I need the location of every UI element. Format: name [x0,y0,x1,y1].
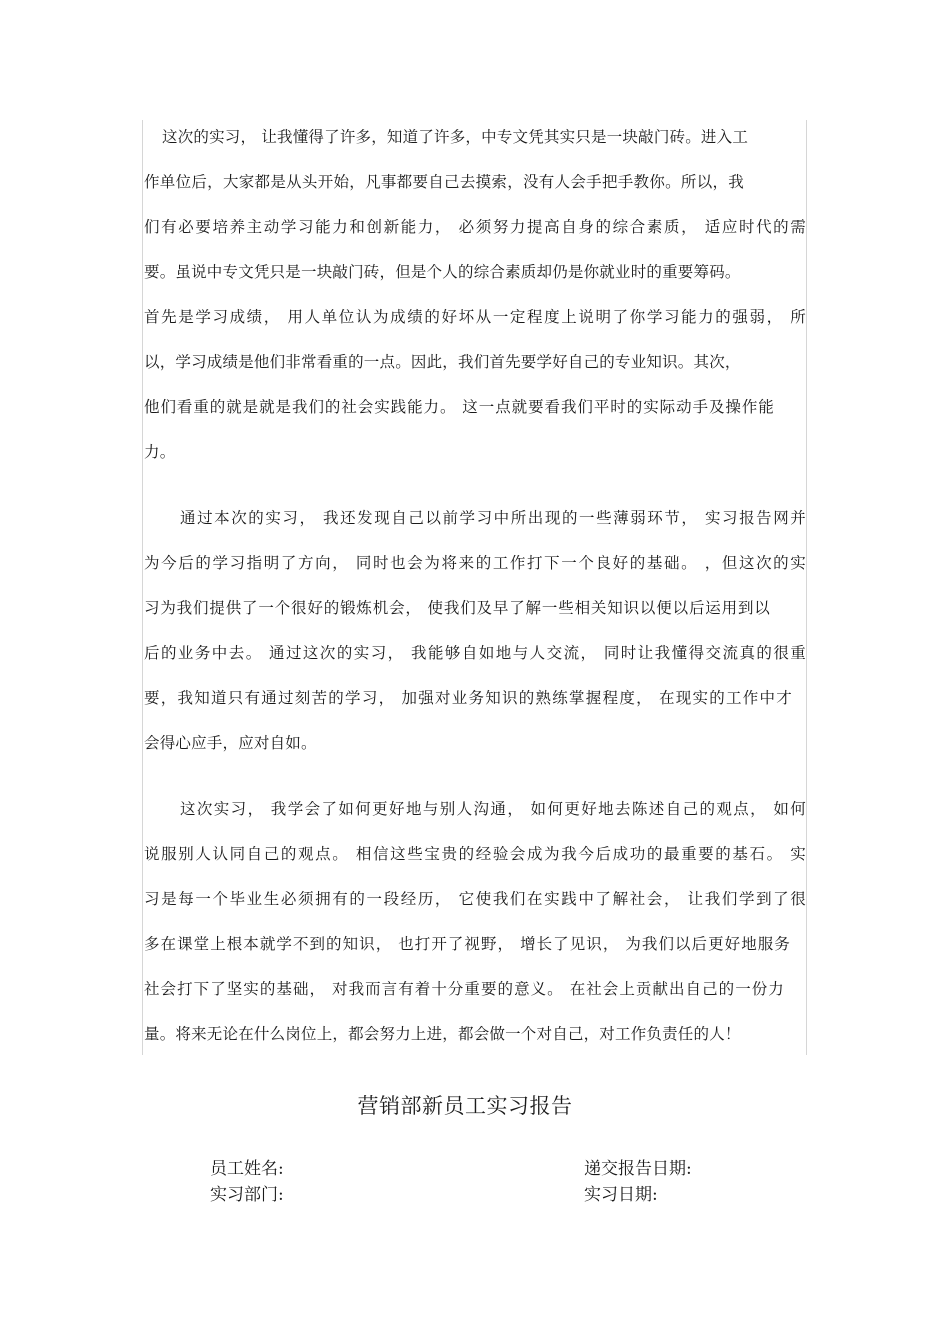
paragraph-2-line-3: 习为我们提供了一个很好的锻炼机会， 使我们及早了解一些相关知识以便以后运用到以 [144,599,770,617]
paragraph-2-line-1: 通过本次的实习， 我还发现自己以前学习中所出现的一些薄弱环节， 实习报告网并 [180,509,806,527]
paragraph-3-line-1: 这次实习， 我学会了如何更好地与别人沟通， 如何更好地去陈述自己的观点， 如何 [180,800,806,818]
paragraph-1-line-5: 首先是学习成绩， 用人单位认为成绩的好坏从一定程度上说明了你学习能力的强弱， 所 [144,308,806,326]
paragraph-1-line-3: 们有必要培养主动学习能力和创新能力， 必须努力提高自身的综合素质， 适应时代的需 [144,218,806,236]
paragraph-2-line-4: 后的业务中去。 通过这次的实习， 我能够自如地与人交流， 同时让我懂得交流真的很重 [144,644,806,662]
paragraph-1-line-7: 他们看重的就是就是我们的社会实践能力。 这一点就要看我们平时的实际动手及操作能 [144,398,774,416]
paragraph-1-line-2: 作单位后，大家都是从头开始，凡事都要自己去摸索，没有人会手把手教你。所以，我 [144,173,744,191]
paragraph-1-line-1: 这次的实习， 让我懂得了许多，知道了许多，中专文凭其实只是一块敲门砖。进入工 [162,128,749,146]
left-margin-rule [142,120,143,1055]
paragraph-2-line-2: 为今后的学习指明了方向， 同时也会为将来的工作打下一个良好的基础。 ，但这次的实 [144,554,806,572]
paragraph-1-line-4: 要。虽说中专文凭只是一块敲门砖，但是个人的综合素质却仍是你就业时的重要筹码。 [144,263,741,281]
paragraph-2-line-6: 会得心应手，应对自如。 [144,734,317,752]
paragraph-1-line-8: 力。 [144,443,176,461]
submit-date-label: 递交报告日期: [584,1159,692,1179]
paragraph-3-line-6: 量。将来无论在什么岗位上，都会努力上进，都会做一个对自己，对工作负责任的人！ [144,1025,741,1043]
paragraph-3-line-5: 社会打下了坚实的基础， 对我而言有着十分重要的意义。 在社会上贡献出自己的一份力 [144,980,784,998]
paragraph-1-line-6: 以，学习成绩是他们非常看重的一点。因此，我们首先要学好自己的专业知识。其次， [144,353,741,371]
paragraph-3-line-3: 习是每一个毕业生必须拥有的一段经历， 它使我们在实践中了解社会， 让我们学到了很 [144,890,806,908]
employee-name-label: 员工姓名: [210,1159,284,1179]
right-margin-rule [806,120,807,1055]
internship-date-label: 实习日期: [584,1185,658,1205]
paragraph-2-line-5: 要，我知道只有通过刻苦的学习， 加强对业务知识的熟练掌握程度， 在现实的工作中才 [144,689,792,707]
paragraph-3-line-2: 说服别人认同自己的观点。 相信这些宝贵的经验会成为我今后成功的最重要的基石。 实 [144,845,806,863]
report-title: 营销部新员工实习报告 [357,1094,573,1118]
paragraph-3-line-4: 多在课堂上根本就学不到的知识， 也打开了视野， 增长了见识， 为我们以后更好地服务 [144,935,790,953]
department-label: 实习部门: [210,1185,284,1205]
